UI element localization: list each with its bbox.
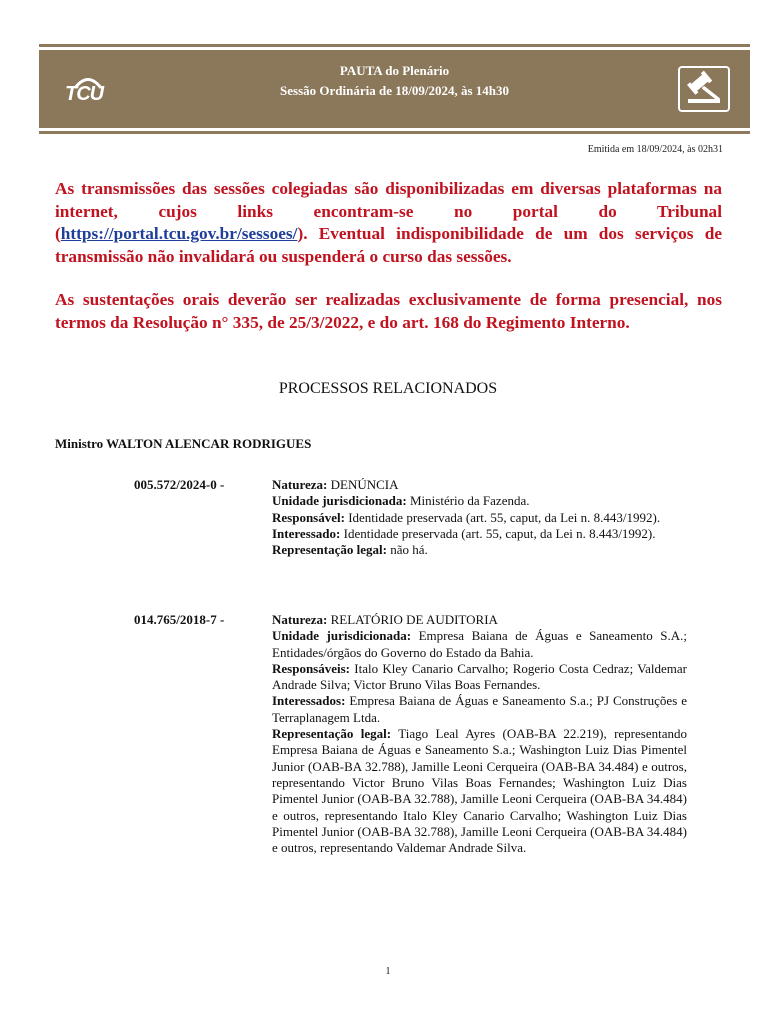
process-field-interested xyxy=(272,693,687,726)
field-label: Natureza: xyxy=(272,612,328,627)
field-value: Italo Kley Canario Carvalho; Rogerio Costa Cedraz; Valdemar Andrade Silva; Victor Bruno Vilas Boas Fernandes. xyxy=(272,660,687,693)
field-label: Unidade jurisdicionada: xyxy=(272,493,407,509)
field-value: não há. xyxy=(386,542,428,558)
field-value: DENÚNCIA xyxy=(327,477,399,492)
process-field-responsible xyxy=(272,661,687,694)
gavel-icon xyxy=(680,68,728,110)
process-field-unit xyxy=(272,493,687,509)
field-value: Identidade preservada (art. 55, caput, da Lei n. 8.443/1992). xyxy=(340,525,656,541)
header-banner xyxy=(39,44,750,138)
logo-text: TCU xyxy=(65,83,104,105)
field-label: Interessado: xyxy=(272,525,341,541)
process-details xyxy=(272,477,687,558)
transmission-notice xyxy=(55,178,722,268)
process-field-interested xyxy=(272,526,687,542)
oral-argument-notice: As sustentações orais deverão ser realizadas exclusivamente de forma presencial, nos termos da Resolução n° 335, de 25/3/2022, e do art. 168 do Regimento Interno. xyxy=(55,290,722,332)
transmission-text-start: As transmissões das sessões colegiadas são disponibilizadas em diversas plataformas na internet, cujos links encontram-se no portal do Tribunal ( xyxy=(55,179,722,243)
process-field-nature xyxy=(272,612,687,628)
process-number: 005.572/2024-0 - xyxy=(134,477,225,492)
process-details xyxy=(272,612,687,856)
process-field-legal-rep xyxy=(272,726,687,856)
field-value: Tiago Leal Ayres (OAB-BA 22.219), representando Empresa Baiana de Águas e Saneamento S.a.; Washington Luiz Dias Pimentel Junior (OAB-BA 32.788), Jamille Leoni Cerqueira (OAB-BA 34.484) e outros, representando Victor Bruno Vilas Boas Fernandes; Washington Luiz Dias Pimentel Junior (OAB-BA 32.788), Jamille Leoni Cerqueira (OAB-BA 34.484) e outros, representando Italo Kley Canario Carvalho; Washington Luiz Dias Pimentel Junior (OAB-BA 32.788), Jamille Leoni Cerqueira (OAB-BA 34.484) e outros, representando Valdemar Andrade Silva. xyxy=(272,726,687,856)
process-field-unit xyxy=(272,628,687,661)
field-value: RELATÓRIO DE AUDITORIA xyxy=(327,612,498,627)
banner-top-rule xyxy=(39,44,750,47)
banner-bottom-rule xyxy=(39,131,750,134)
page-title: PAUTA do Plenário xyxy=(339,63,450,78)
emission-date: Emitida em 18/09/2024, às 02h31 xyxy=(587,144,723,155)
field-label: Representação legal: xyxy=(272,542,387,558)
field-value: Ministério da Fazenda. xyxy=(406,493,530,509)
field-label: Responsáveis: xyxy=(272,660,351,676)
banner-body xyxy=(39,50,750,128)
sessions-portal-link[interactable]: https://portal.tcu.gov.br/sessoes/ xyxy=(60,224,298,243)
process-number: 014.765/2018-7 - xyxy=(134,612,225,627)
minister-name: Ministro WALTON ALENCAR RODRIGUES xyxy=(55,436,312,451)
field-label: Representação legal: xyxy=(272,726,392,742)
section-title: PROCESSOS RELACIONADOS xyxy=(278,380,498,397)
field-value: Empresa Baiana de Águas e Saneamento S.a.; PJ Construções e Terraplanagem Ltda. xyxy=(272,693,687,725)
transmission-text-end: ). Eventual indisponibilidade de um dos serviços de transmissão não invalidará ou suspenderá o curso das sessões. xyxy=(55,224,722,266)
field-value: Empresa Baiana de Águas e Saneamento S.A.; Entidades/órgãos do Governo do Estado da Bahia. xyxy=(272,628,687,660)
page-number: 1 xyxy=(385,966,391,977)
process-field-legal-rep xyxy=(272,542,687,558)
session-subtitle: Sessão Ordinária de 18/09/2024, às 14h30 xyxy=(280,83,509,98)
field-value: Identidade preservada (art. 55, caput, da Lei n. 8.443/1992). xyxy=(344,509,661,525)
field-label: Unidade jurisdicionada: xyxy=(272,628,412,644)
gavel-button[interactable] xyxy=(678,66,730,112)
field-label: Natureza: xyxy=(272,477,328,492)
field-label: Interessados: xyxy=(272,693,346,709)
field-label: Responsável: xyxy=(272,509,345,525)
process-field-nature xyxy=(272,477,687,493)
process-field-responsible xyxy=(272,510,687,526)
